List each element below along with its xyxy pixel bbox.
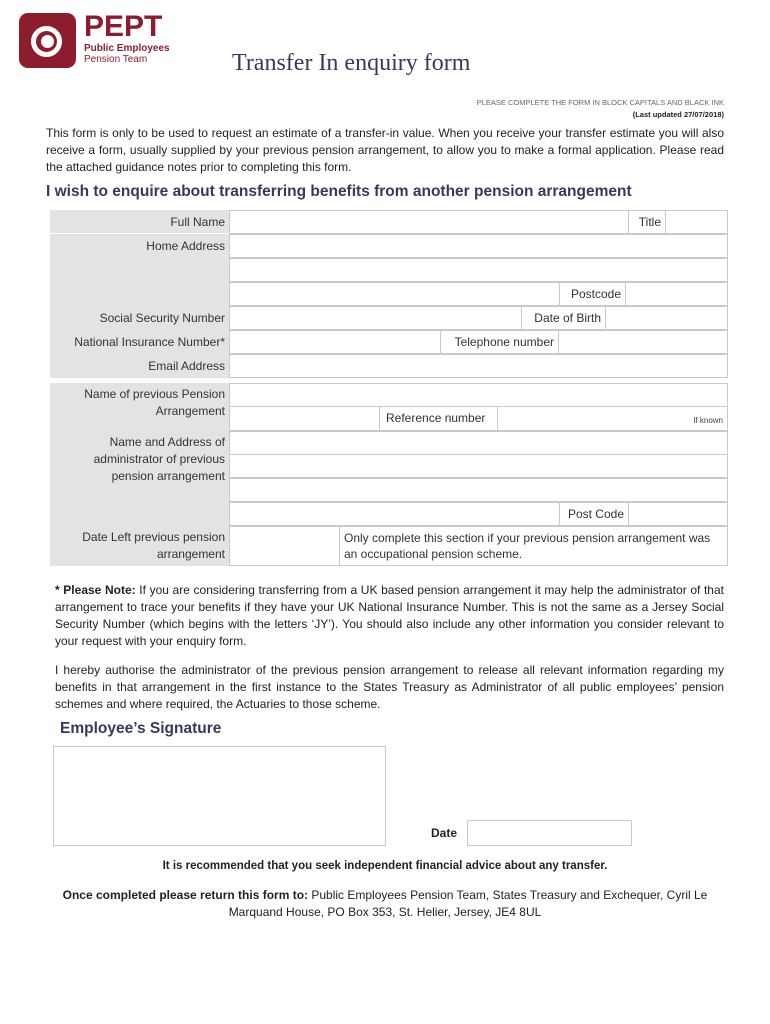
date-input[interactable] bbox=[467, 820, 632, 846]
prev-pension-input[interactable] bbox=[229, 383, 728, 407]
label-post-code: Post Code bbox=[559, 502, 629, 526]
logo-wordmark: PEPT bbox=[84, 10, 163, 43]
label-telephone: Telephone number bbox=[440, 330, 559, 354]
logo-dot-icon bbox=[41, 35, 54, 48]
please-note-text: If you are considering transferring from a UK based pension arrangement it may help the administrator of that arrangement to trace your benefits if they have your UK National Insurance Number. This is not the same as a Jersey Social Security Number (which begins with the letters ‘JY’). You should also include any other information you consider relevant to your request with your enquiry form. bbox=[55, 583, 724, 648]
please-note-paragraph bbox=[55, 582, 724, 650]
email-input[interactable] bbox=[229, 354, 728, 378]
label-prev-pension: Name of previous Pension Arrangement bbox=[50, 383, 229, 431]
post-code-input[interactable] bbox=[628, 502, 728, 526]
label-email: Email Address bbox=[50, 354, 229, 378]
intro-paragraph: This form is only to be used to request an estimate of a transfer-in value. When you receive your transfer estimate you will also receive a form, usually supplied by your previous pension arrangement, to allow you to make a formal application. Please read the attached guidance notes prior to completing this form. bbox=[46, 126, 724, 174]
label-postcode: Postcode bbox=[559, 282, 626, 306]
return-address: Public Employees Pension Team, States Treasury and Exchequer, Cyril Le Marquand House, PO Box 353, St. Helier, Jersey, JE4 8UL bbox=[228, 888, 708, 919]
telephone-input[interactable] bbox=[558, 330, 728, 354]
label-reference: Reference number bbox=[379, 406, 498, 431]
signature-heading: Employee’s Signature bbox=[60, 720, 222, 737]
signature-box[interactable] bbox=[53, 746, 386, 846]
postcode-input[interactable] bbox=[625, 282, 728, 306]
last-updated: (Last updated 27/07/2018) bbox=[632, 110, 724, 119]
home-address-line-1[interactable] bbox=[229, 234, 728, 258]
date-left-input[interactable] bbox=[229, 526, 340, 566]
label-date: Date bbox=[431, 826, 458, 840]
home-address-line-2[interactable] bbox=[229, 258, 728, 282]
admin-address-line-2[interactable] bbox=[229, 454, 728, 478]
advice-text: It is recommended that you seek independent financial advice about any transfer. bbox=[162, 860, 608, 872]
label-title: Title bbox=[628, 210, 666, 234]
admin-address-line-1[interactable] bbox=[229, 431, 728, 455]
prev-pension-input-2[interactable] bbox=[229, 406, 380, 431]
label-date-left: Date Left previous pension arrangement bbox=[50, 526, 229, 566]
title-input[interactable] bbox=[665, 210, 728, 234]
label-full-name: Full Name bbox=[50, 210, 229, 233]
full-name-input[interactable] bbox=[229, 210, 629, 234]
dob-input[interactable] bbox=[605, 306, 728, 330]
admin-address-line-3[interactable] bbox=[229, 478, 728, 502]
logo-line-2: Pension Team bbox=[84, 54, 148, 65]
return-label: Once completed please return this form to: bbox=[62, 888, 309, 902]
authorisation-paragraph: I hereby authorise the administrator of the previous pension arrangement to release all relevant information regarding my benefits in that arrangement in the first instance to the States Treasury as Administrator of all public employees’ pension schemes and where required, the Actuaries to those scheme. bbox=[55, 663, 724, 711]
pept-logo-icon bbox=[19, 13, 76, 68]
home-address-line-3[interactable] bbox=[229, 282, 560, 306]
logo-line-1: Public Employees bbox=[84, 43, 170, 54]
nin-input[interactable] bbox=[229, 330, 441, 354]
label-ssn: Social Security Number bbox=[50, 306, 229, 330]
if-known-note: If known bbox=[693, 416, 723, 425]
label-nin: National Insurance Number* bbox=[50, 330, 229, 354]
page-title: Transfer In enquiry form bbox=[232, 50, 471, 76]
instruction-text: PLEASE COMPLETE THE FORM IN BLOCK CAPITALS AND BLACK INK bbox=[476, 98, 724, 107]
section-heading-enquire: I wish to enquire about transferring benefits from another pension arrangement bbox=[46, 183, 632, 200]
please-note-label: * Please Note: bbox=[55, 583, 136, 597]
ssn-input[interactable] bbox=[229, 306, 522, 330]
label-admin-address: Name and Address of administrator of previous pension arrangement bbox=[50, 431, 229, 526]
reference-input[interactable] bbox=[497, 406, 728, 431]
label-home-address: Home Address bbox=[50, 234, 229, 306]
occupational-note: Only complete this section if your previous pension arrangement was an occupational pension scheme. bbox=[339, 526, 728, 566]
return-paragraph bbox=[46, 887, 724, 921]
label-dob: Date of Birth bbox=[521, 306, 606, 330]
admin-address-line-4[interactable] bbox=[229, 502, 560, 526]
